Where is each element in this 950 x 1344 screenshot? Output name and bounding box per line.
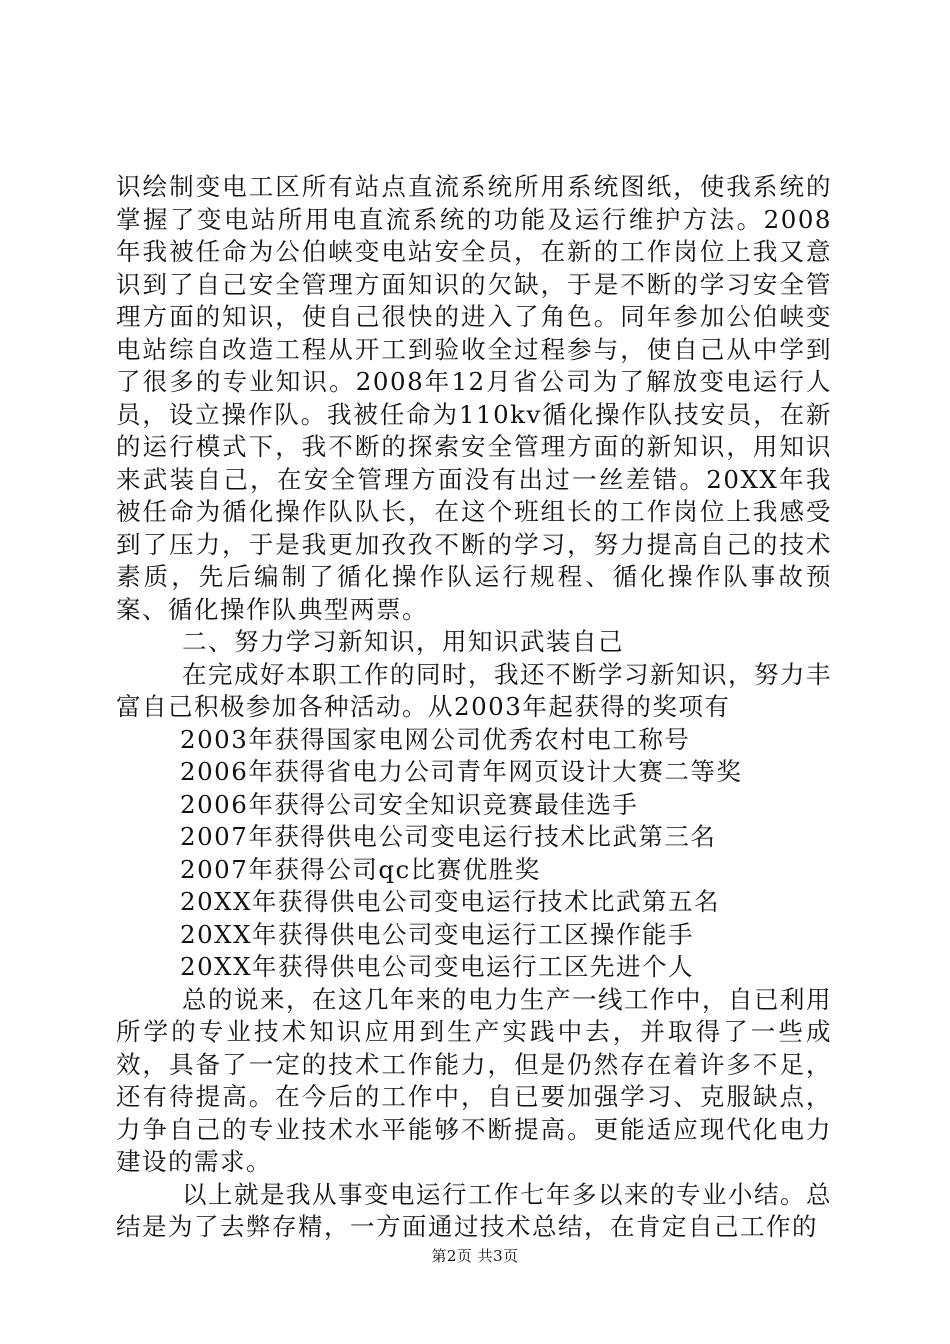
award-item: 2007年获得公司qc比赛优胜奖 xyxy=(180,854,541,884)
paragraph-conclusion: 以上就是我从事变电运行工作七年多以来的专业小结。总结是为了去弊存精，一方面通过技术总结，在肯定自己工作的 xyxy=(116,1179,832,1241)
paragraph-summary: 总的说来，在这几年来的电力生产一线工作中，自已利用所学的专业技术知识应用到生产实践中去，并取得了一些成效，具备了一定的技术工作能力，但是仍然存在着许多不足，还有待提高。在今后的工作中，自已要加强学习、克服缺点，力争自己的专业技术水平能够不断提高。更能适应现代化电力建设的需求。 xyxy=(116,984,832,1176)
award-item: 20XX年获得供电公司变电运行工区操作能手 xyxy=(180,919,695,949)
paragraph-career-history: 识绘制变电工区所有站点直流系统所用系统图纸，使我系统的掌握了变电站所用电直流系统的功能及运行维护方法。2008年我被任命为公伯峡变电站安全员，在新的工作岗位上我又意识到了自己安全管理方面知识的欠缺，于是不断的学习安全管理方面的知识，使自己很快的进入了角色。同年参加公伯峡变电站综自改造工程从开工到验收全过程参与，使自己从中学到了很多的专业知识。2008年12月省公司为了解放变电运行人员，设立操作队。我被任命为110kv循化操作队技安员，在新的运行模式下，我不断的探索安全管理方面的新知识，用知识来武装自己，在安全管理方面没有出过一丝差错。20XX年我被任命为循化操作队队长，在这个班组长的工作岗位上我感受到了压力，于是我更加孜孜不断的学习，努力提高自己的技术素质，先后编制了循化操作队运行规程、循化操作队事故预案、循化操作队典型两票。 xyxy=(116,172,832,624)
award-item: 2006年获得省电力公司青年网页设计大赛二等奖 xyxy=(180,757,743,786)
award-item: 20XX年获得供电公司变电运行工区先进个人 xyxy=(180,952,695,981)
paragraph-awards-intro: 在完成好本职工作的同时，我还不断学习新知识，努力丰富自己积极参加各种活动。从2003年起获得的奖项有 xyxy=(116,659,832,721)
page-number-footer: 第2页 共3页 xyxy=(431,1247,519,1265)
award-item: 20XX年获得供电公司变电运行技术比武第五名 xyxy=(180,887,721,916)
document-body xyxy=(116,171,832,1244)
award-item: 2007年获得供电公司变电运行技术比武第三名 xyxy=(180,822,717,851)
section-heading-learning: 二、努力学习新知识，用知识武装自己 xyxy=(182,627,624,656)
award-item: 2003年获得国家电网公司优秀农村电工称号 xyxy=(180,724,691,754)
award-item: 2006年获得公司安全知识竞赛最佳选手 xyxy=(180,789,639,819)
